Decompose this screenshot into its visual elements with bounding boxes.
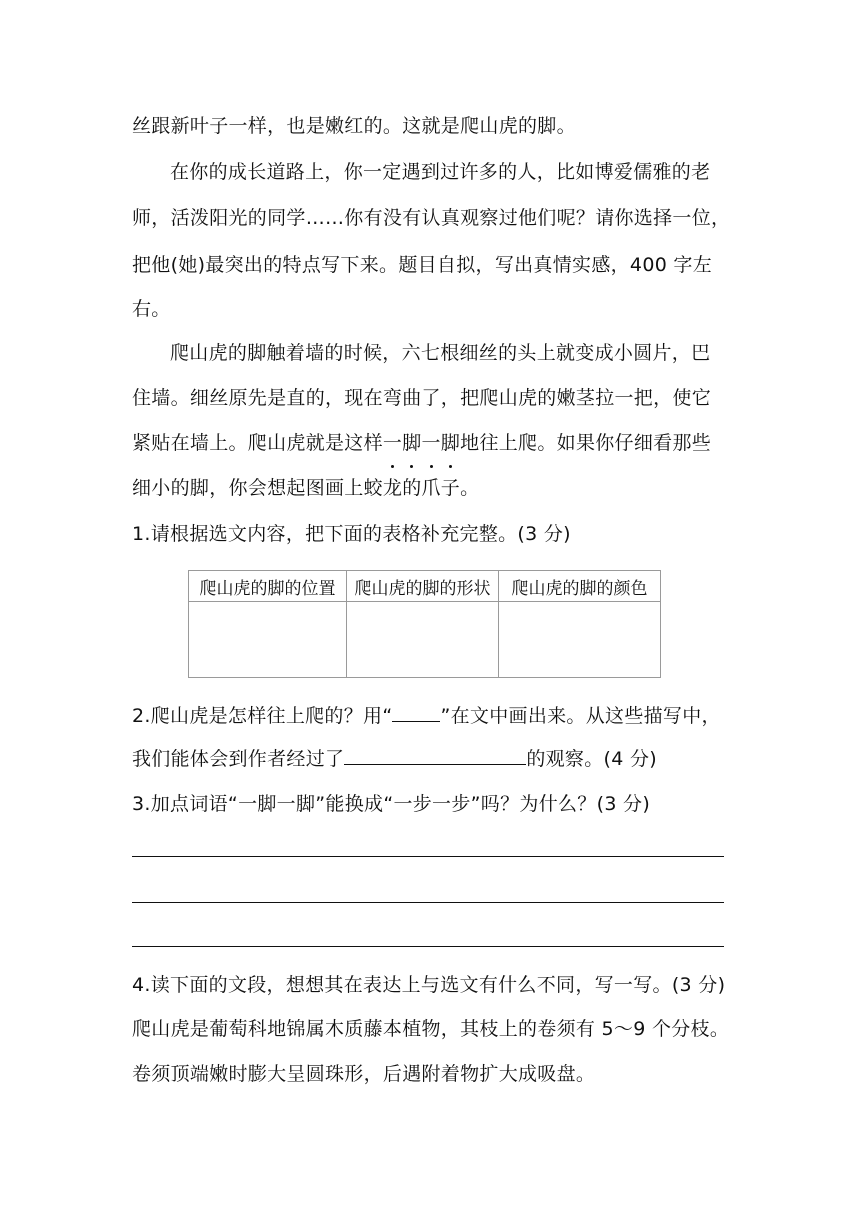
answer-cell[interactable] xyxy=(499,602,661,678)
passage-line xyxy=(132,431,711,455)
dotted-char: 脚 xyxy=(441,431,460,455)
prompt-line: 右。 xyxy=(132,298,171,320)
answer-line[interactable] xyxy=(132,946,724,947)
question-2-line xyxy=(132,703,721,728)
answer-line[interactable] xyxy=(132,856,724,857)
passage-line: 细小的脚，你会想起图画上蛟龙的爪子。 xyxy=(132,477,480,499)
question-3: 3.加点词语“一脚一脚”能换成“一步一步”吗？为什么？(3 分) xyxy=(132,793,651,815)
answer-table xyxy=(188,570,661,678)
passage-text: 地往上爬。如果你仔细看那些 xyxy=(460,432,712,454)
question-text: ”在文中画出来。从这些描写中， xyxy=(440,705,721,727)
fill-in-blank[interactable] xyxy=(344,746,526,765)
question-4: 4.读下面的文段，想想其在表达上与选文有什么不同，写一写。(3 分) xyxy=(132,974,726,996)
passage-line: 爬山虎是葡萄科地锦属木质藤本植物，其枝上的卷须有 5～9 个分枝。 xyxy=(132,1018,730,1040)
passage-line: 丝跟新叶子一样，也是嫩红的。这就是爬山虎的脚。 xyxy=(132,115,576,137)
dotted-char: 一 xyxy=(383,431,402,455)
question-1: 1.请根据选文内容，把下面的表格补充完整。(3 分) xyxy=(132,523,571,545)
prompt-line: 把他(她)最突出的特点写下来。题目自拟，写出真情实感，400 字左 xyxy=(132,254,713,276)
prompt-line: 师，活泼阳光的同学……你有没有认真观察过他们呢？请你选择一位， xyxy=(132,207,731,229)
prompt-line: 在你的成长道路上，你一定遇到过许多的人，比如博爱儒雅的老 xyxy=(170,161,711,183)
question-text: 的观察。(4 分) xyxy=(526,748,657,770)
answer-cell[interactable] xyxy=(189,602,347,678)
table-header: 爬山虎的脚的形状 xyxy=(347,571,499,602)
underline-symbol-blank xyxy=(392,703,440,722)
dotted-char: 一 xyxy=(422,431,441,455)
passage-text: 紧贴在墙上。爬山虎就是这样 xyxy=(132,432,383,454)
question-text: 我们能体会到作者经过了 xyxy=(132,748,345,770)
question-2-line xyxy=(132,746,657,771)
answer-line[interactable] xyxy=(132,902,724,903)
answer-cell[interactable] xyxy=(347,602,499,678)
question-text: 2.爬山虎是怎样往上爬的？用“ xyxy=(132,705,393,727)
passage-line: 卷须顶端嫩时膨大呈圆珠形，后遇附着物扩大成吸盘。 xyxy=(132,1063,596,1085)
table-header: 爬山虎的脚的颜色 xyxy=(499,571,661,602)
dotted-char: 脚 xyxy=(402,431,421,455)
table-header: 爬山虎的脚的位置 xyxy=(189,571,347,602)
passage-line: 住墙。细丝原先是直的，现在弯曲了，把爬山虎的嫩茎拉一把，使它 xyxy=(132,387,712,409)
passage-line: 爬山虎的脚触着墙的时候，六七根细丝的头上就变成小圆片，巴 xyxy=(170,342,711,364)
